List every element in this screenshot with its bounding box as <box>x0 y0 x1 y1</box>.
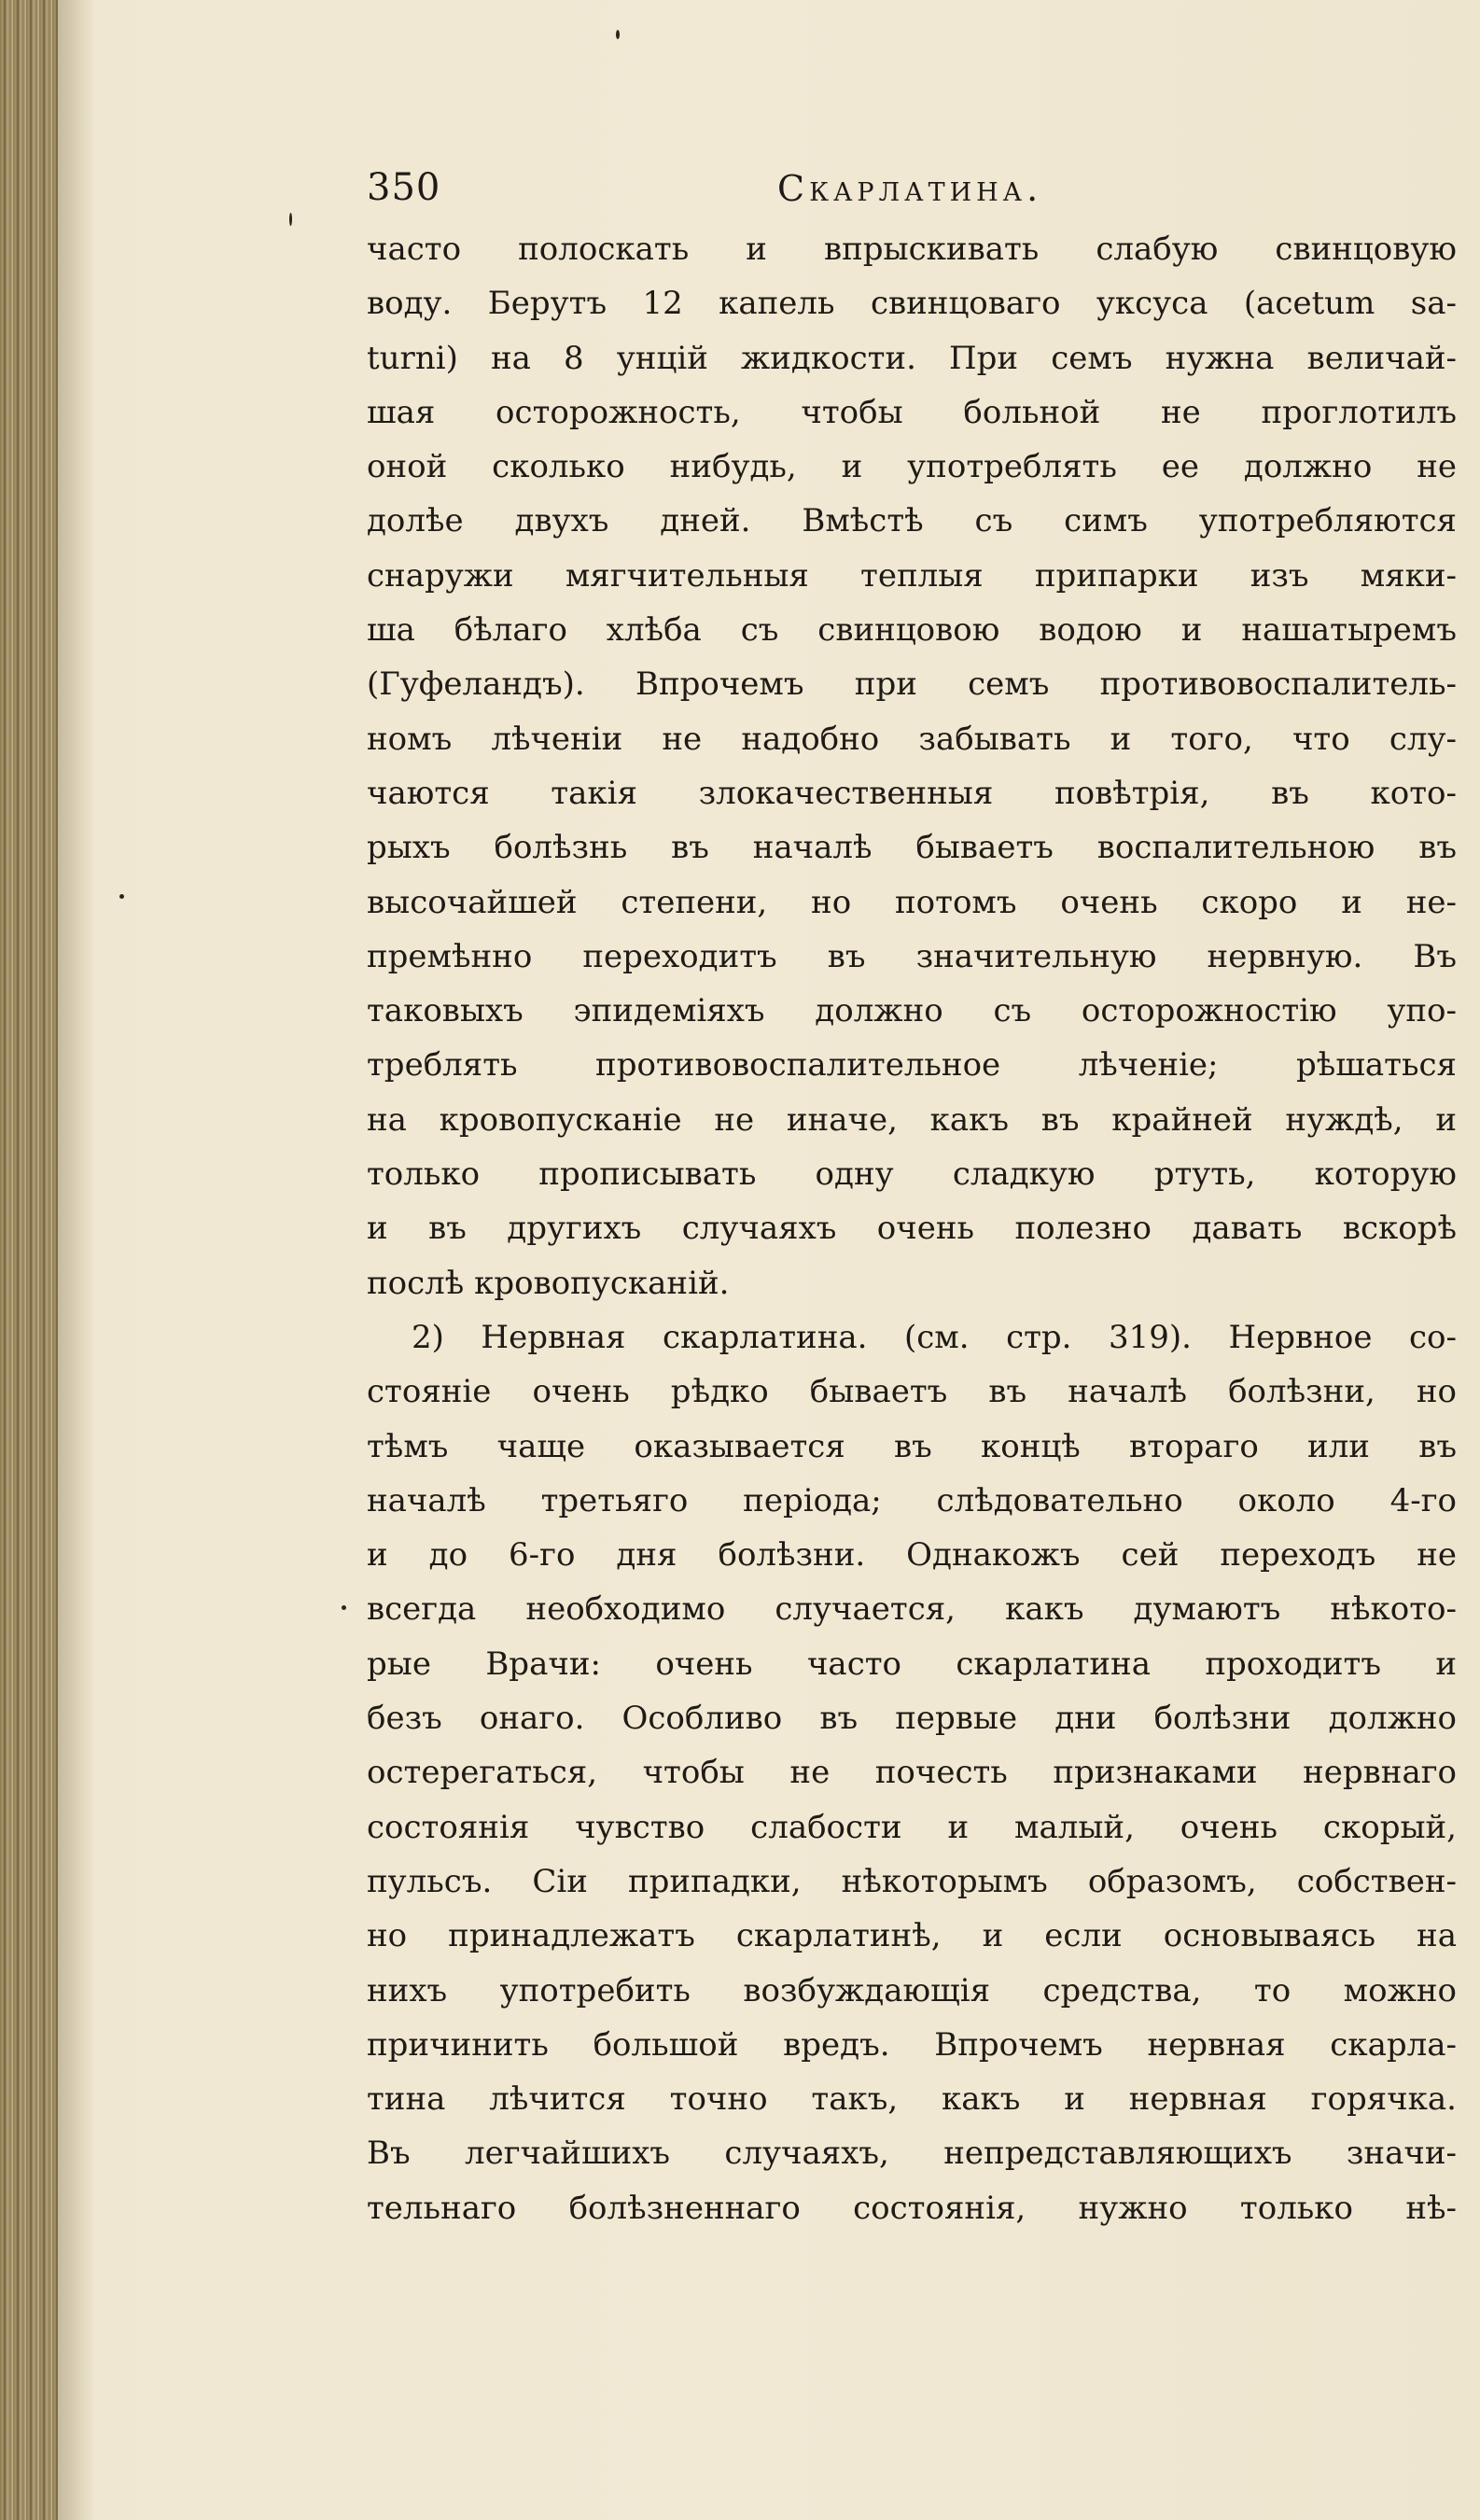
text-line: оной сколько нибудь, и употреблять ее должно не <box>367 448 1457 486</box>
text-line-paragraph-start: 2) Нервная скарлатина. (см. стр. 319). Нервное со- <box>412 1318 1457 1356</box>
text-line: всегда необходимо случается, какъ думаютъ нѣкото- <box>367 1590 1457 1629</box>
text-line: рыхъ болѣзнь въ началѣ бываетъ воспалительною въ <box>367 829 1457 867</box>
text-line: долѣе двухъ дней. Вмѣстѣ съ симъ употребляются <box>367 502 1457 540</box>
text-line: премѣнно переходитъ въ значительную нервную. Въ <box>367 937 1457 975</box>
binding-shadow <box>58 0 95 2520</box>
text-line: таковыхъ эпидеміяхъ должно съ осторожностію упо- <box>367 992 1457 1030</box>
text-line: рые Врачи: очень часто скарлатина проходитъ и <box>367 1645 1457 1683</box>
body-text <box>367 222 1457 2235</box>
text-line-paragraph-end: послѣ кровопусканій. <box>367 1264 730 1302</box>
text-line: чаются такія злокачественныя повѣтрія, въ кото- <box>367 774 1457 812</box>
text-line: но принадлежатъ скарлатинѣ, и если основываясь на <box>367 1917 1457 1955</box>
text-line: тельнаго болѣзненнаго состоянія, нужно только нѣ- <box>367 2189 1457 2227</box>
text-line: только прописывать одну сладкую ртуть, которую <box>367 1155 1457 1194</box>
text-line: высочайшей степени, но потомъ очень скоро и не- <box>367 883 1457 921</box>
text-line: на кровопусканіе не иначе, какъ въ крайней нуждѣ, и <box>367 1100 1457 1139</box>
text-line: воду. Берутъ 12 капель свинцоваго уксуса (acetum sa- <box>367 285 1457 323</box>
running-head: Скарлатина. <box>777 168 1043 209</box>
text-line: тина лѣчится точно такъ, какъ и нервная горячка. <box>367 2080 1457 2119</box>
text-line: тѣмъ чаще оказывается въ концѣ втораго или въ <box>367 1427 1457 1465</box>
text-line: и до 6-го дня болѣзни. Однакожъ сей переходъ не <box>367 1536 1457 1575</box>
text-line: шая осторожность, чтобы больной не проглотилъ <box>367 393 1457 431</box>
page-number: 350 <box>367 166 441 209</box>
text-line: номъ лѣченіи не надобно забывать и того, что слу- <box>367 720 1457 758</box>
page-header <box>367 159 1449 224</box>
text-line: остерегаться, чтобы не почесть признаками нервнаго <box>367 1754 1457 1792</box>
text-line: причинить большой вредъ. Впрочемъ нервная скарла- <box>367 2025 1457 2064</box>
text-line: стояніе очень рѣдко бываетъ въ началѣ болѣзни, но <box>367 1373 1457 1411</box>
text-line: часто полоскать и впрыскивать слабую свинцовую <box>367 231 1457 268</box>
text-line: снаружи мягчительныя теплыя припарки изъ мяки- <box>367 556 1457 595</box>
text-line: ша бѣлаго хлѣба съ свинцовою водою и нашатыремъ <box>367 611 1457 650</box>
text-line: состоянія чувство слабости и малый, очень скорый, <box>367 1808 1457 1846</box>
book-binding-edge <box>0 0 58 2520</box>
text-line: Въ легчайшихъ случаяхъ, непредставляющихъ значи- <box>367 2135 1457 2173</box>
text-line: turni) на 8 унцій жидкости. При семъ нужна величай- <box>367 339 1457 377</box>
text-line: нихъ употребить возбуждающія средства, то можно <box>367 1971 1457 2009</box>
text-line: пульсъ. Сіи припадки, нѣкоторымъ образомъ, собствен- <box>367 1862 1457 1900</box>
text-line: безъ онаго. Особливо въ первые дни болѣзни должно <box>367 1700 1457 1738</box>
text-line: (Гуфеландъ). Впрочемъ при семъ противовоспалитель- <box>367 665 1457 704</box>
text-line: треблять противовоспалительное лѣченіе; рѣшаться <box>367 1046 1457 1085</box>
text-line: и въ другихъ случаяхъ очень полезно давать вскорѣ <box>367 1210 1457 1248</box>
text-line: началѣ третьяго періода; слѣдовательно около 4-го <box>367 1481 1457 1519</box>
